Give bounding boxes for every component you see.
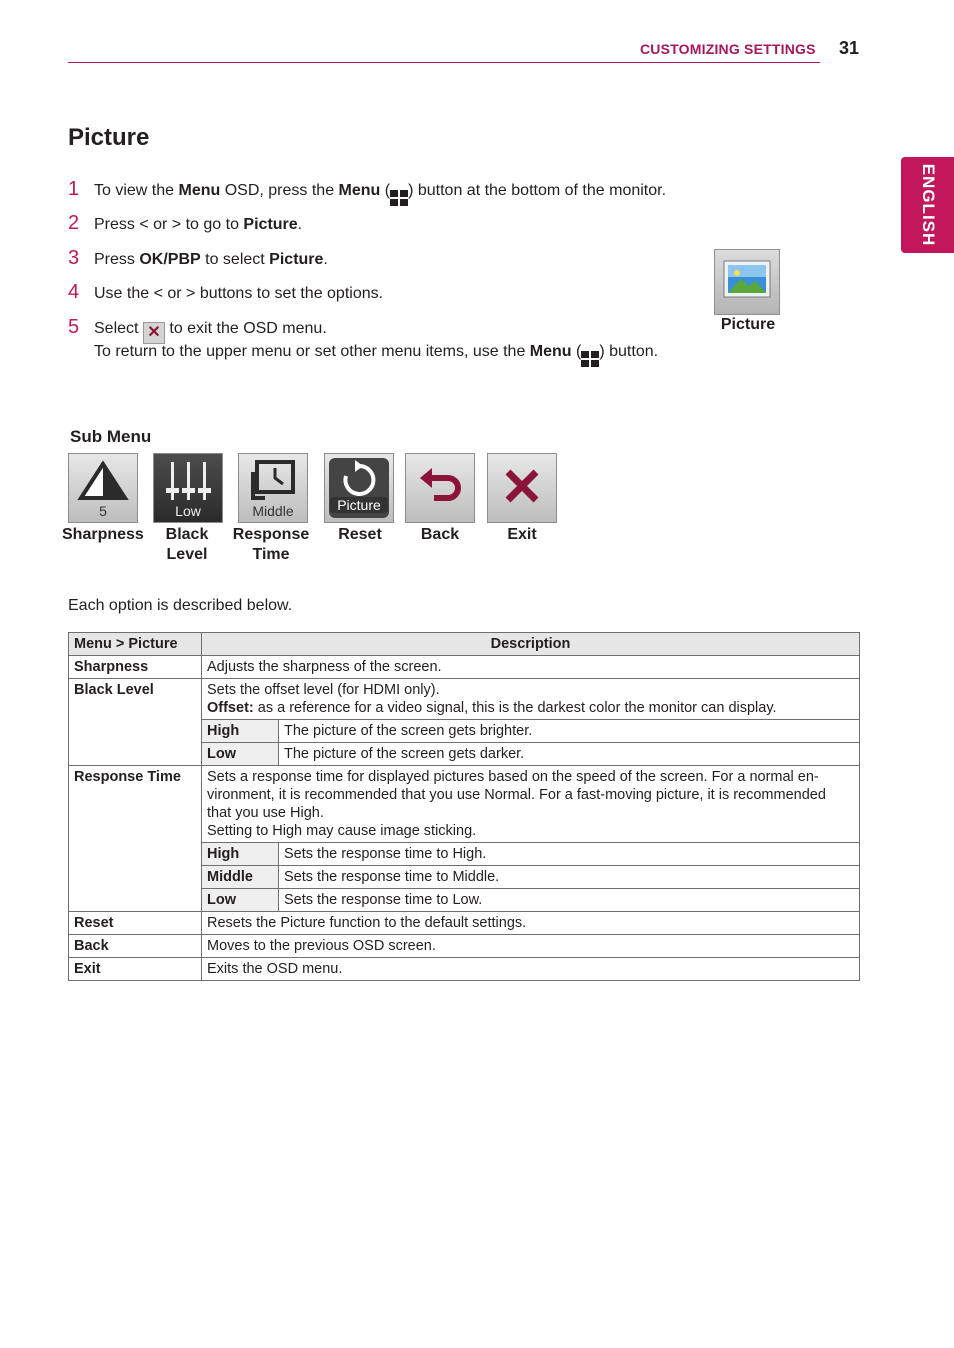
row-desc: Exits the OSD menu. xyxy=(202,958,860,981)
step-2 xyxy=(68,212,302,235)
step-text: OSD, press the xyxy=(220,182,339,199)
step-bold: Picture xyxy=(269,251,324,268)
row-key: Exit xyxy=(69,958,202,981)
step-number: 5 xyxy=(68,316,80,338)
note-text: ) button. xyxy=(599,343,659,360)
desc-text: as a reference for a video signal, this is the darkest color the monitor can display. xyxy=(253,700,777,716)
back-arrow-icon xyxy=(405,453,475,523)
step-5 xyxy=(68,316,327,344)
step-number: 4 xyxy=(68,281,80,303)
black-level-label: Black Level xyxy=(165,526,209,563)
desc-line xyxy=(207,699,854,717)
table-row xyxy=(69,679,860,766)
sub-key: Middle xyxy=(202,866,279,889)
sub-options-table xyxy=(202,719,859,765)
step-text: Use the < or > buttons to set the options. xyxy=(94,285,384,302)
menu-button-icon xyxy=(581,351,599,367)
sub-desc: The picture of the screen gets darker. xyxy=(279,743,860,766)
sub-row xyxy=(202,720,859,743)
step-bold: Menu xyxy=(338,182,381,199)
sub-desc: Sets the response time to Middle. xyxy=(279,866,860,889)
step-number: 2 xyxy=(68,212,80,234)
desc-line: vironment, it is recommended that you use Normal. For a fast-moving picture, it is recommended xyxy=(207,787,826,803)
slider-levels-icon xyxy=(153,453,223,523)
step-text: . xyxy=(297,216,303,233)
desc-line: Setting to High may cause image sticking. xyxy=(207,823,477,839)
picture-menu-icon xyxy=(714,249,780,315)
submenu-title: Sub Menu xyxy=(70,427,152,446)
language-tab-label: ENGLISH xyxy=(918,163,938,247)
response-time-label: Response Time xyxy=(232,526,310,563)
row-desc xyxy=(202,679,860,766)
step-3 xyxy=(68,247,328,270)
step-text: To view the xyxy=(94,182,179,199)
desc-bold: Offset: xyxy=(207,700,254,716)
desc-line: Sets a response time for displayed pictures based on the speed of the screen. For a normal en- xyxy=(207,769,819,785)
step-text: to exit the OSD menu. xyxy=(164,320,327,337)
table-row xyxy=(69,656,860,679)
response-time-value: Middle xyxy=(252,503,294,519)
intro-text: Each option is described below. xyxy=(68,597,293,614)
header-description: Description xyxy=(202,633,860,656)
table-row xyxy=(69,912,860,935)
table-header-row xyxy=(69,633,860,656)
sharpness-triangle-icon xyxy=(68,453,138,523)
exit-x-icon: ✕ xyxy=(143,322,165,344)
sub-row xyxy=(202,743,859,766)
row-desc: Adjusts the sharpness of the screen. xyxy=(202,656,860,679)
sub-key: High xyxy=(202,843,279,866)
clock-frame-icon xyxy=(238,453,308,523)
close-x-icon xyxy=(487,453,557,523)
sharpness-label: Sharpness xyxy=(62,526,144,543)
row-key: Back xyxy=(69,935,202,958)
step-text: ( xyxy=(380,182,391,199)
sub-row xyxy=(202,889,859,912)
note-text: ( xyxy=(571,343,582,360)
row-desc xyxy=(202,766,860,912)
step-bold: Picture xyxy=(243,216,298,233)
step-text: . xyxy=(323,251,328,268)
options-table xyxy=(68,632,860,981)
sharpness-value: 5 xyxy=(99,503,107,519)
step-text: Press xyxy=(94,251,140,268)
row-desc: Moves to the previous OSD screen. xyxy=(202,935,860,958)
step-1 xyxy=(68,178,666,206)
note-bold: Menu xyxy=(529,343,572,360)
sub-key: Low xyxy=(202,743,279,766)
language-tab xyxy=(901,157,954,253)
menu-button-icon xyxy=(390,190,408,206)
row-key: Black Level xyxy=(69,679,202,766)
desc-line: that you use High. xyxy=(207,805,324,821)
step-number: 1 xyxy=(68,178,80,200)
row-key: Sharpness xyxy=(69,656,202,679)
step-bold: Menu xyxy=(178,182,221,199)
reset-value: Picture xyxy=(330,497,388,513)
sub-key: High xyxy=(202,720,279,743)
table-row xyxy=(69,935,860,958)
page-title: Picture xyxy=(68,124,150,151)
step-bold: OK/PBP xyxy=(139,251,201,268)
desc-line: Sets the offset level (for HDMI only). xyxy=(207,682,440,698)
reset-label: Reset xyxy=(338,526,382,543)
sub-row xyxy=(202,843,859,866)
step-text: Select xyxy=(94,320,143,337)
sub-desc: The picture of the screen gets brighter. xyxy=(279,720,860,743)
step-text: Press < or > to go to xyxy=(94,216,244,233)
section-title: CUSTOMIZING SETTINGS xyxy=(640,41,816,57)
header-divider xyxy=(68,62,820,63)
row-key: Response Time xyxy=(69,766,202,912)
reset-circular-arrow-icon xyxy=(324,453,394,523)
step-number: 3 xyxy=(68,247,80,269)
step-text: ) button at the bottom of the monitor. xyxy=(408,182,667,199)
black-level-value: Low xyxy=(175,503,201,519)
sub-row xyxy=(202,866,859,889)
exit-label: Exit xyxy=(507,526,537,543)
row-desc: Resets the Picture function to the default settings. xyxy=(202,912,860,935)
sub-options-table xyxy=(202,842,859,911)
header-menu: Menu > Picture xyxy=(69,633,202,656)
row-key: Reset xyxy=(69,912,202,935)
table-row xyxy=(69,958,860,981)
sub-desc: Sets the response time to High. xyxy=(279,843,860,866)
step-4 xyxy=(68,281,383,304)
page-number: 31 xyxy=(839,38,860,58)
back-label: Back xyxy=(420,526,460,543)
table-row xyxy=(69,766,860,912)
step-5-note xyxy=(94,343,658,367)
sub-desc: Sets the response time to Low. xyxy=(279,889,860,912)
picture-icon-label: Picture xyxy=(720,316,776,333)
sub-key: Low xyxy=(202,889,279,912)
note-text: To return to the upper menu or set other menu items, use the xyxy=(94,343,530,360)
step-text: to select xyxy=(200,251,270,268)
